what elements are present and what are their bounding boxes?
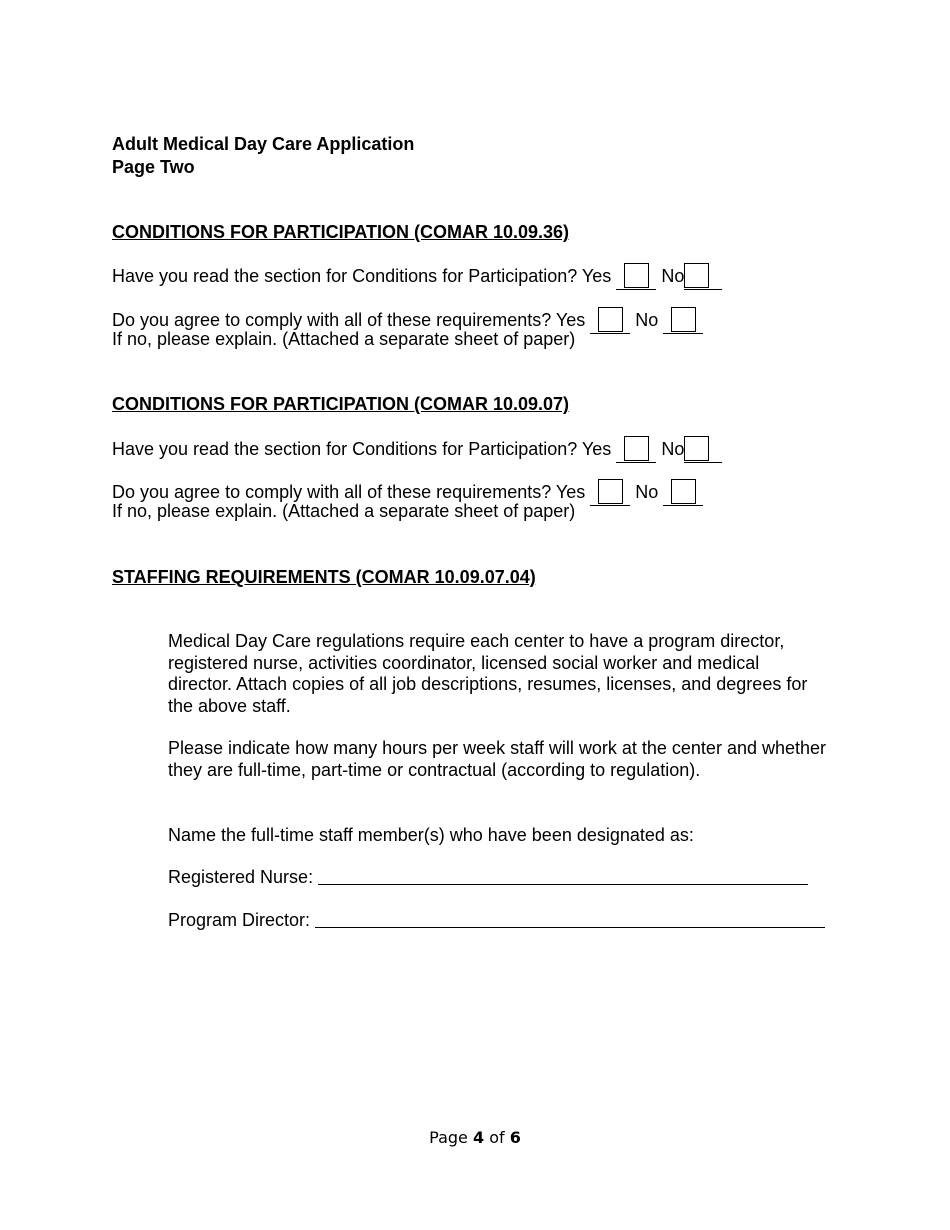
program-director-field[interactable] xyxy=(315,909,825,928)
section2-comply-no-label: No xyxy=(635,482,659,502)
section2-question-read xyxy=(112,436,722,463)
section2-heading: CONDITIONS FOR PARTICIPATION (COMAR 10.09.07) xyxy=(112,394,570,414)
section2-read-yes-checkbox[interactable] xyxy=(624,436,649,461)
form-title: Adult Medical Day Care Application xyxy=(112,134,415,154)
page-current: 4 xyxy=(472,1128,485,1147)
registered-nurse-field[interactable] xyxy=(318,866,808,885)
page-number xyxy=(0,1128,950,1147)
section2-explain-note: If no, please explain. (Attached a separate sheet of paper) xyxy=(112,501,576,521)
section2-comply-yes-checkbox[interactable] xyxy=(598,479,623,504)
program-director-row xyxy=(168,909,825,931)
staffing-paragraph-2: Please indicate how many hours per week staff will work at the center and whether they are full-time, part-time or contractual (according to regulation). xyxy=(168,738,827,780)
section2-comply-no-checkbox[interactable] xyxy=(671,479,696,504)
staffing-paragraph-1: Medical Day Care regulations require each center to have a program director, registered nurse, activities coordinator, licensed social worker and medical director. Attach copies of all job descriptions, resumes, licenses, and degrees for the above staff. xyxy=(168,631,808,716)
of-word: of xyxy=(489,1128,505,1147)
registered-nurse-label: Registered Nurse: xyxy=(168,867,314,887)
section1-heading: CONDITIONS FOR PARTICIPATION (COMAR 10.09.36) xyxy=(112,222,570,242)
section2-read-no-label: No xyxy=(661,439,685,459)
section1-read-yes-checkbox[interactable] xyxy=(624,263,649,288)
section1-read-no-checkbox[interactable] xyxy=(684,263,709,288)
form-subtitle: Page Two xyxy=(112,157,195,177)
section1-question-read-text: Have you read the section for Conditions for Participation? Yes xyxy=(112,266,612,286)
staffing-prompt: Name the full-time staff member(s) who have been designated as: xyxy=(168,825,694,845)
section1-comply-yes-checkbox[interactable] xyxy=(598,307,623,332)
section2-question-comply-text: Do you agree to comply with all of these requirements? Yes xyxy=(112,482,586,502)
section2-read-no-checkbox[interactable] xyxy=(684,436,709,461)
section1-question-read xyxy=(112,263,722,290)
section1-question-comply-text: Do you agree to comply with all of these requirements? Yes xyxy=(112,310,586,330)
program-director-label: Program Director: xyxy=(168,910,311,930)
page-total: 6 xyxy=(509,1128,521,1147)
section1-explain-note: If no, please explain. (Attached a separate sheet of paper) xyxy=(112,329,576,349)
section1-read-no-label: No xyxy=(661,266,685,286)
page-word: Page xyxy=(429,1128,468,1147)
section1-comply-no-checkbox[interactable] xyxy=(671,307,696,332)
staffing-heading: STAFFING REQUIREMENTS (COMAR 10.09.07.04) xyxy=(112,567,536,587)
registered-nurse-row xyxy=(168,866,808,888)
section1-comply-no-label: No xyxy=(635,310,659,330)
section2-question-read-text: Have you read the section for Conditions for Participation? Yes xyxy=(112,439,612,459)
